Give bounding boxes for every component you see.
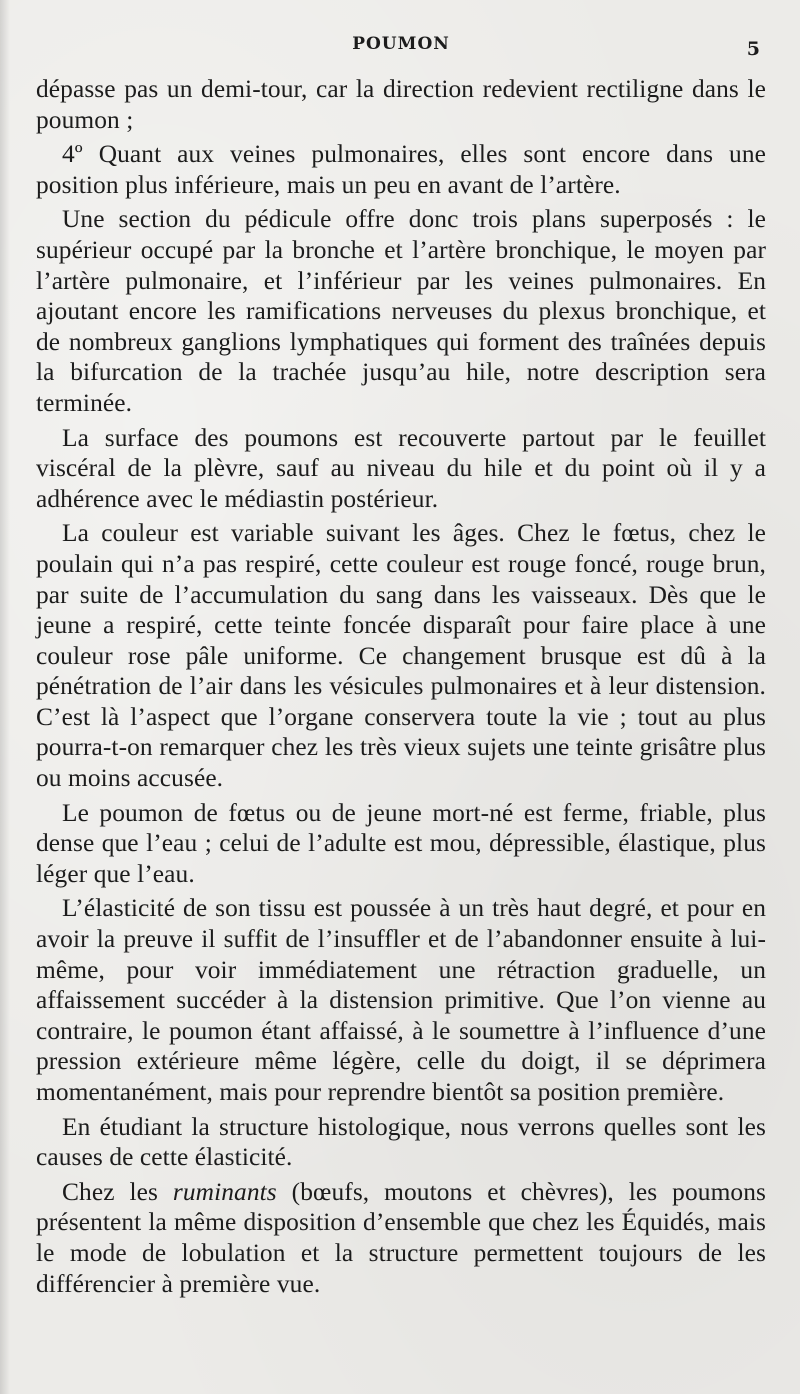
italic-term: ruminants — [172, 1177, 277, 1206]
paragraph: Une section du pédicule offre donc trois plans superposés : le supérieur occupé par la bronche et l’artère bronchique, le moyen par l’artère pulmonaire, et l’inférieur par les veines pulmonaires. En ajoutant encore les ramifications nerveuses du plexus bronchique, et de nombreux ganglions lymphatiques qui forment des traînées depuis la bifurcation de la trachée jusqu’au hile, notre description sera terminée. — [36, 205, 766, 417]
paragraph: La couleur est variable suivant les âges. Chez le fœtus, chez le poulain qui n’a pas respiré, cette couleur est rouge foncé, rouge brun, par suite de l’accumulation du sang dans les vaisseaux. Dès que le jeune a respiré, cette teinte foncée disparaît pour faire place à une couleur rose pâle uniforme. Ce changement brusque est dû à la pénétration de l’air dans les vésicules pulmonaires et à leur distension. C’est là l’aspect que l’organe conservera toute la vie ; tout au plus pourra-t-on remarquer chez les très vieux sujets une teinte grisâtre plus ou moins accusée. — [36, 519, 766, 793]
paragraph-text: (bœufs, moutons et chèvres), les poumons présentent la même disposition d’ensemble que chez les Équidés, mais le mode de lobulation et la structure permettent toujours de les différencier à première vue. — [36, 1177, 766, 1298]
running-header — [36, 34, 766, 74]
paragraph-text: Chez les — [62, 1177, 173, 1206]
paragraph: En étudiant la structure histologique, nous verrons quelles sont les causes de cette élasticité. — [36, 1112, 766, 1172]
running-title: POUMON — [352, 34, 450, 54]
paragraph-ruminants — [36, 1177, 766, 1299]
paragraph: 4º Quant aux veines pulmonaires, elles sont encore dans une position plus inférieure, mais un peu en avant de l’artère. — [36, 140, 766, 199]
paragraph: Le poumon de fœtus ou de jeune mort-né est ferme, friable, plus dense que l’eau ; celui de l’adulte est mou, dépressible, élastique, plus léger que l’eau. — [36, 798, 766, 888]
page-number: 5 — [746, 38, 760, 60]
page-body — [36, 74, 766, 1299]
paragraph-continued: dépasse pas un demi-tour, car la direction redevient rectiligne dans le poumon ; — [36, 75, 766, 134]
paragraph: La surface des poumons est recouverte partout par le feuillet viscéral de la plèvre, sauf au niveau du hile et du point où il y a adhérence avec le médiastin postérieur. — [36, 423, 766, 513]
paragraph: L’élasticité de son tissu est poussée à un très haut degré, et pour en avoir la preuve il suffit de l’insuffler et de l’abandonner ensuite à lui-même, pour voir immédiatement une rétraction graduelle, un affaissement succéder à la distension primitive. Que l’on vienne au contraire, le poumon étant affaissé, à le soumettre à l’influence d’une pression extérieure même légère, celle du doigt, il se déprimera momentanément, mais pour reprendre bientôt sa position première. — [36, 894, 766, 1106]
page-edge-shadow — [0, 0, 10, 1394]
